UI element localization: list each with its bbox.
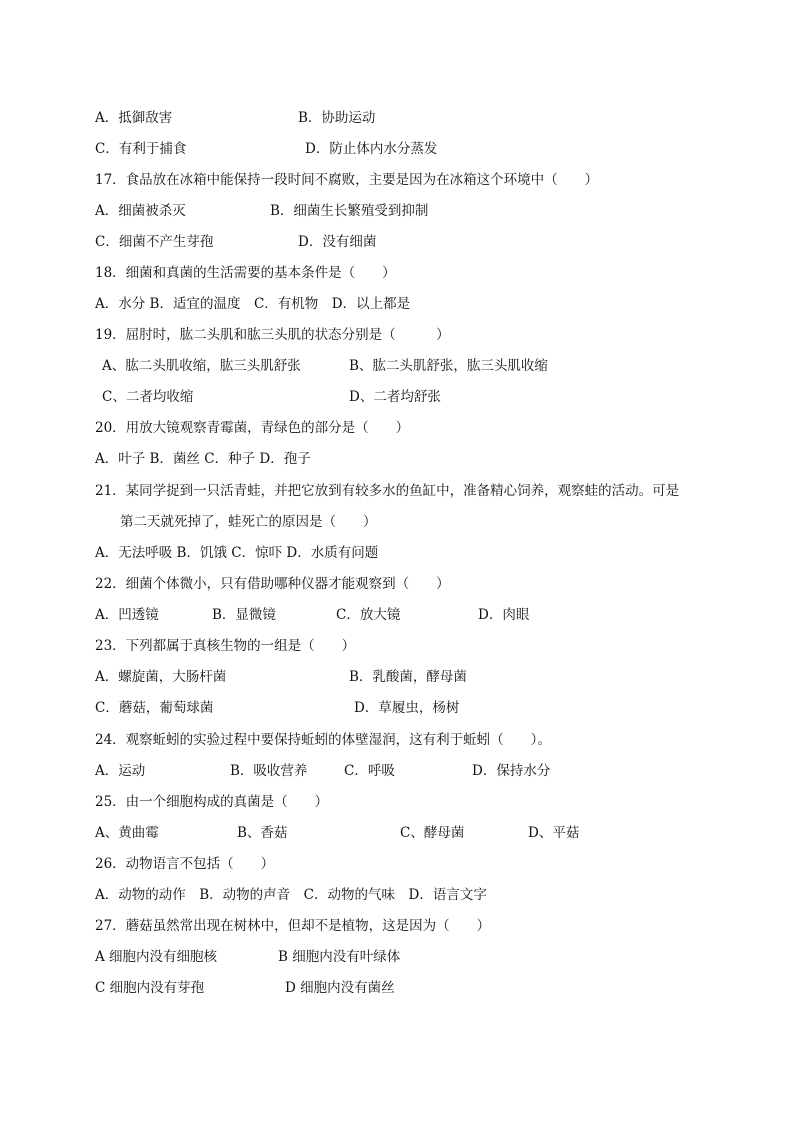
answer-option: C．呼吸 xyxy=(344,763,395,779)
answer-option: B．协助运动 xyxy=(298,110,376,126)
answer-option: C．蘑菇，葡萄球菌 xyxy=(95,700,214,716)
answer-line: A．动物的动作 B．动物的声音 C．动物的气味 D．语言文字 xyxy=(95,887,487,903)
answer-option: B．吸收营养 xyxy=(230,763,308,779)
answer-option: C．放大镜 xyxy=(336,607,401,623)
option-row xyxy=(0,945,794,969)
answer-option: C 细胞内没有芽孢 xyxy=(95,980,205,996)
option-row xyxy=(0,696,794,720)
question-text: 26．动物语言不包括（ ） xyxy=(95,856,275,872)
answer-option: D．草履虫，杨树 xyxy=(354,700,460,716)
answer-option: A．抵御敌害 xyxy=(95,110,173,126)
answer-option: D．保持水分 xyxy=(472,763,551,779)
answer-option: C．细菌不产生芽孢 xyxy=(95,234,214,250)
answer-option: B．显微镜 xyxy=(212,607,276,623)
question-text: 18．细菌和真菌的生活需要的基本条件是（ ） xyxy=(95,265,396,281)
answer-option: C、酵母菌 xyxy=(400,825,465,841)
question-text: 21．某同学捉到一只活青蛙，并把它放到有较多水的鱼缸中，准备精心饲养，观察蛙的活动。可是 xyxy=(95,483,680,499)
question-text: 22．细菌个体微小，只有借助哪种仪器才能观察到（ ） xyxy=(95,576,450,592)
answer-option: D．没有细菌 xyxy=(298,234,377,250)
answer-option: A．细菌被杀灭 xyxy=(95,203,186,219)
question-text: 20．用放大镜观察青霉菌，青绿色的部分是（ ） xyxy=(95,420,410,436)
answer-option: C．有利于捕食 xyxy=(95,141,187,157)
question-text: 19．屈肘时，肱二头肌和肱三头肌的状态分别是（ ） xyxy=(95,327,450,343)
question-text: 27．蘑菇虽然常出现在树林中，但却不是植物，这是因为（ ） xyxy=(95,918,491,934)
answer-option: D、二者均舒张 xyxy=(349,389,441,405)
answer-option: D．肉眼 xyxy=(478,607,530,623)
question-text: 17．食品放在冰箱中能保持一段时间不腐败，主要是因为在冰箱这个环境中（ ） xyxy=(95,172,599,188)
answer-option: A 细胞内没有细胞核 xyxy=(95,949,218,965)
answer-line: A．无法呼吸 B．饥饿 C．惊吓 D．水质有问题 xyxy=(95,545,379,561)
answer-option: A、肱二头肌收缩，肱三头肌舒张 xyxy=(102,358,301,374)
option-row xyxy=(0,230,794,254)
answer-line: 第二天就死掉了，蛙死亡的原因是（ ） xyxy=(120,514,377,530)
question-text: 25．由一个细胞构成的真菌是（ ） xyxy=(95,794,329,810)
question-text: 23．下列都属于真核生物的一组是（ ） xyxy=(95,638,356,654)
option-row xyxy=(0,759,794,783)
option-row xyxy=(0,106,794,130)
answer-option: D、平菇 xyxy=(528,825,580,841)
option-row xyxy=(0,137,794,161)
option-row xyxy=(0,665,794,689)
answer-option: D 细胞内没有菌丝 xyxy=(285,980,395,996)
option-row xyxy=(0,603,794,627)
option-row xyxy=(0,354,794,378)
answer-option: B 细胞内没有叶绿体 xyxy=(278,949,401,965)
answer-option: B、香菇 xyxy=(237,825,288,841)
answer-line: A．水分 B．适宜的温度 C．有机物 D．以上都是 xyxy=(95,296,411,312)
answer-option: B、肱二头肌舒张，肱三头肌收缩 xyxy=(349,358,548,374)
answer-option: D．防止体内水分蒸发 xyxy=(305,141,438,157)
option-row xyxy=(0,385,794,409)
option-row xyxy=(0,199,794,223)
answer-option: A．凹透镜 xyxy=(95,607,159,623)
answer-option: B．细菌生长繁殖受到抑制 xyxy=(270,203,429,219)
answer-option: A．运动 xyxy=(95,763,146,779)
answer-option: B．乳酸菌，酵母菌 xyxy=(349,669,467,685)
answer-option: A．螺旋菌，大肠杆菌 xyxy=(95,669,227,685)
option-row xyxy=(0,821,794,845)
option-row xyxy=(0,976,794,1000)
answer-option: C、二者均收缩 xyxy=(102,389,194,405)
answer-line: A．叶子 B．菌丝 C．种子 D．孢子 xyxy=(95,451,311,467)
answer-option: A、黄曲霉 xyxy=(95,825,159,841)
question-text: 24．观察蚯蚓的实验过程中要保持蚯蚓的体壁湿润，这有利于蚯蚓（ ）。 xyxy=(95,732,551,748)
